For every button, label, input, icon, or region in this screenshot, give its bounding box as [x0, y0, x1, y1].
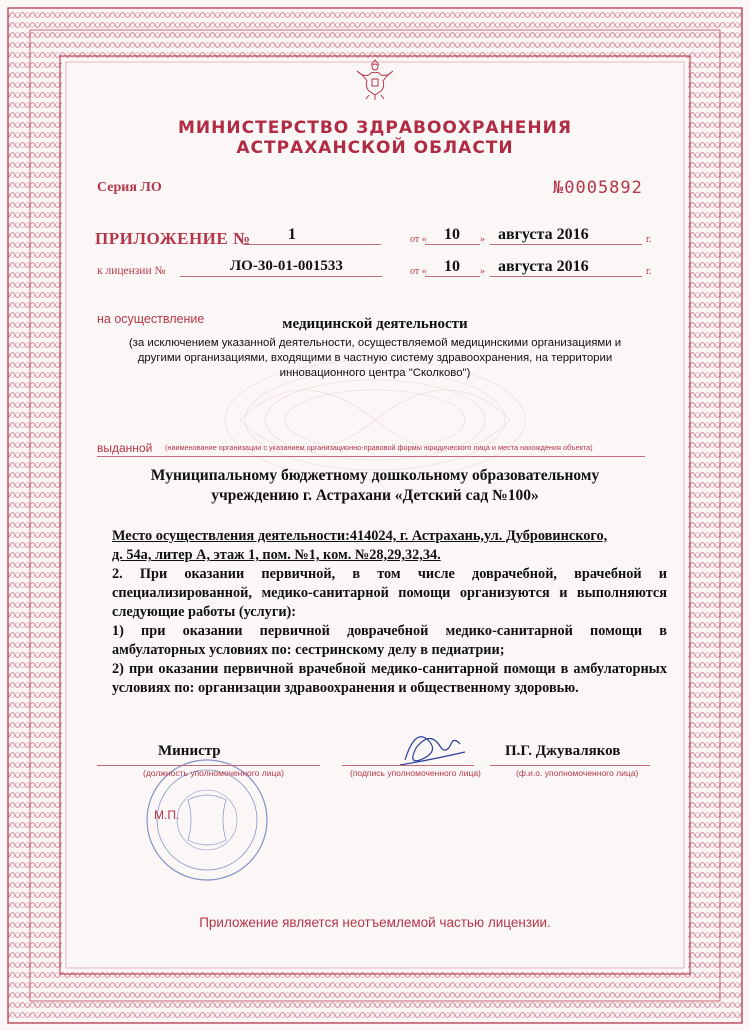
license-from-label: от « [410, 266, 427, 277]
footer-note: Приложение является неотъемлемой частью лицензии. [199, 915, 551, 930]
series-label: Серия ЛО [97, 180, 162, 195]
signer-position: Министр [158, 743, 221, 759]
license-day: 10 [444, 258, 460, 275]
series-number: №0005892 [553, 178, 643, 198]
activity-note-line2: другими организациями, входящими в частную систему здравоохранения, на территории [137, 352, 613, 364]
address-line2: д. 54а, литер А, этаж 1, пом. №1, ком. №28,29,32,34. [112, 547, 441, 563]
appendix-day: 10 [444, 226, 460, 243]
services-paragraph: 2. При оказании первичной, в том числе доврачебной, врачебной и специализированной, медико-санитарной помощи организуются и выполняются следующие работы (услуги): [112, 566, 667, 620]
appendix-from-label: от « [410, 234, 427, 245]
address-line1: Место осуществления деятельности:414024, г. Астрахань,ул. Дубровинского, [112, 528, 608, 544]
activity-note-line3: инновационного центра "Сколково") [279, 367, 471, 379]
signer-name: П.Г. Джуваляков [505, 743, 621, 759]
ministry-name-line1: МИНИСТЕРСТВО ЗДРАВООХРАНЕНИЯ [178, 118, 572, 138]
appendix-year-suffix: г. [646, 234, 652, 245]
activity-note-line1: (за исключением указанной деятельности, осуществляемой медицинскими организациями и [128, 337, 622, 349]
service-item-2: 2) при оказании первичной врачебной медико-санитарной помощи в амбулаторных условиях по: организации здравоохранения и общественному здоровью. [112, 661, 667, 696]
issued-label: выданной [97, 441, 153, 455]
activity-title: медицинской деятельности [282, 316, 468, 332]
organization-line2: учреждению г. Астрахани «Детский сад №100» [211, 487, 539, 504]
license-number: ЛО-30-01-001533 [230, 258, 343, 274]
appendix-label: ПРИЛОЖЕНИЕ № [95, 229, 251, 248]
license-month-year: августа 2016 [498, 258, 589, 275]
stamp-place-label: М.П. [154, 808, 180, 822]
signer-name-hint: (ф.и.о. уполномоченного лица) [516, 768, 639, 778]
license-body [112, 527, 667, 698]
appendix-month-year: августа 2016 [498, 226, 589, 243]
activity-label: на осуществление [97, 312, 205, 326]
ministry-name-line2: АСТРАХАНСКОЙ ОБЛАСТИ [236, 138, 514, 158]
issued-hint: (наименование организации с указанием организационно-правовой формы юридического лица и места нахождения объекта) [165, 443, 593, 452]
license-quote: » [480, 266, 485, 277]
organization-line1: Муниципальному бюджетному дошкольному образовательному [150, 467, 600, 484]
appendix-quote: » [480, 234, 485, 245]
signer-position-hint: (должность уполномоченного лица) [143, 768, 284, 778]
license-year-suffix: г. [646, 266, 652, 277]
license-label: к лицензии № [97, 265, 166, 277]
activity-note [0, 336, 750, 381]
signer-sign-hint: (подпись уполномоченного лица) [350, 768, 481, 778]
service-item-1: 1) при оказании первичной доврачебной медико-санитарной помощи в амбулаторных условиях по: сестринскому делу в педиатрии; [112, 623, 667, 658]
appendix-number: 1 [288, 226, 296, 243]
